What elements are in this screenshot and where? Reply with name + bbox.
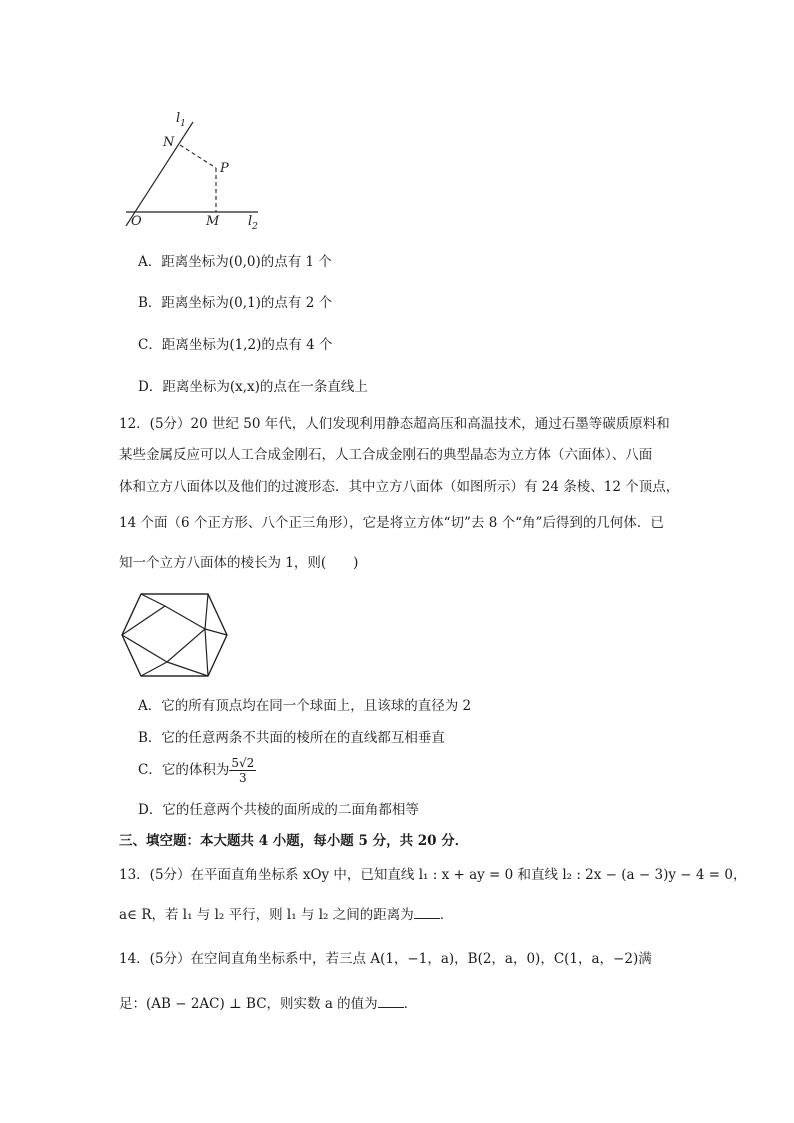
q12-line-4: 14 个面（6 个正方形、八个正三角形），它是将立方体“切”去 8 个“角”后得到的几何体．已 [119,515,664,531]
q13-line-2 [119,906,453,924]
q11-option-c: C．距离坐标为(1,2)的点有 4 个 [138,337,333,353]
q12-option-a: A．它的所有顶点均在同一个球面上，且该球的直径为 2 [138,698,472,714]
section-heading-fill-in: 三、填空题：本大题共 4 小题，每小题 5 分，共 20 分． [119,833,469,849]
q13-line-2-end: ． [439,907,454,923]
q12-line-2: 某些金属反应可以人工合成金刚石，人工合成金刚石的典型晶态为立方体（六面体）、八面 [119,447,653,463]
label-p: P [220,161,229,176]
label-l2: $l_2$ [248,214,258,232]
q14-line-2 [119,995,417,1013]
q14-answer-blank[interactable] [378,995,404,1008]
q12-option-c [138,756,256,785]
q11-option-d: D．距离坐标为(x,x)的点在一条直线上 [138,379,368,395]
label-m: M [206,214,220,229]
label-l1: $l_1$ [176,111,186,129]
q14-line-2-text: 足：(AB − 2AC) ⊥ BC，则实数 a 的值为 [119,996,378,1012]
volume-fraction [229,756,256,785]
q12-line-1: 12．(5分）20 世纪 50 年代，人们发现利用静态超高压和高温技术，通过石墨等碳质原料和 [119,416,670,432]
q12-option-b: B．它的任意两条不共面的棱所在的直线都互相垂直 [138,730,445,746]
q13-answer-blank[interactable] [414,906,440,919]
q13-line-2-text: a∈ R，若 l₁ 与 l₂ 平行，则 l₁ 与 l₂ 之间的距离为 [119,907,414,923]
q12-option-c-label: C．它的体积为 [138,762,230,778]
fraction-denominator: 3 [238,771,247,785]
q13-line-1: 13．(5分）在平面直角坐标系 xOy 中，已知直线 l₁ : x + ay = 0 和直线 l₂ : 2x − (a − 3)y − 4 = 0， [119,867,747,883]
q11-option-a: A．距离坐标为(0,0)的点有 1 个 [138,254,332,270]
q12-option-d: D．它的任意两个共棱的面所成的二面角都相等 [138,802,419,818]
label-n: N [163,135,175,150]
q12-line-3: 体和立方八面体以及他们的过渡形态．其中立方八面体（如图所示）有 24 条棱、12 个顶点， [119,479,680,495]
q14-line-1: 14．(5分）在空间直角坐标系中，若三点 A(1，−1，a)，B(2，a，0)，C(1，a，−2)满 [119,951,652,967]
fraction-numerator: 5√2 [231,756,255,770]
q14-line-2-end: ． [403,996,418,1012]
label-o: O [131,214,142,229]
q12-line-5: 知一个立方八面体的棱长为 1，则( ) [119,555,359,571]
cuboctahedron-outline [122,594,227,676]
q11-option-b: B．距离坐标为(0,1)的点有 2 个 [138,295,333,311]
